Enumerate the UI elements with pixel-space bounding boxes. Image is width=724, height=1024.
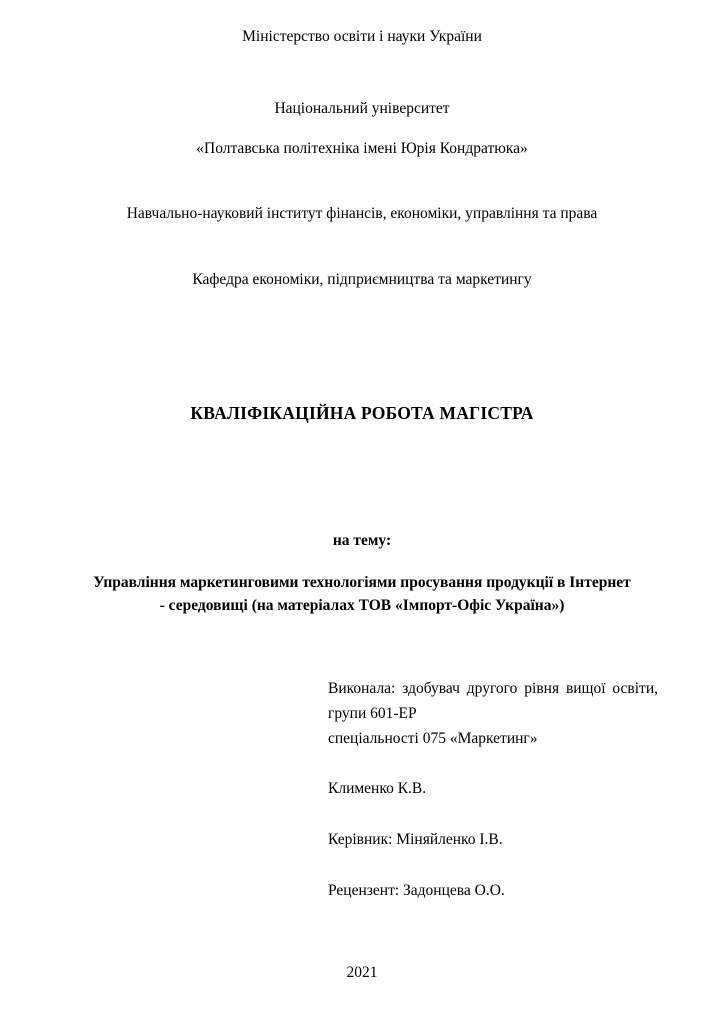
spacer xyxy=(56,617,668,677)
department-line: Кафедра економіки, підприємництва та маркетингу xyxy=(192,271,532,289)
spacer xyxy=(56,369,668,403)
spacer xyxy=(56,157,668,205)
topic-label: на тему: xyxy=(332,532,392,550)
topic-line-2: - середовищі (на матеріалах ТОВ «Імпорт-Офіс Україна») xyxy=(159,596,565,614)
specialty-line: спеціальності 075 «Маркетинг» xyxy=(328,729,538,747)
spacer xyxy=(56,118,668,140)
topic-line-1: Управління маркетинговими технологіями просування продукції в Інтернет xyxy=(93,574,631,592)
supervisor-line: Керівник: Міняйленко І.В. xyxy=(328,831,503,849)
work-type-title: КВАЛІФІКАЦІЙНА РОБОТА МАГІСТРА xyxy=(190,403,534,424)
spacer xyxy=(56,223,668,271)
spacer xyxy=(56,289,668,369)
spacer xyxy=(56,46,668,94)
reviewer-line: Рецензент: Задонцева О.О. xyxy=(328,881,505,899)
spacer xyxy=(328,751,658,777)
author-name-line: Клименко К.В. xyxy=(328,780,427,798)
spacer xyxy=(56,550,668,572)
university-line-1: Національний університет xyxy=(274,99,450,117)
spacer xyxy=(56,424,668,504)
author-block xyxy=(328,677,658,904)
university-line-2: «Полтавська політехніка імені Юрія Кондратюка» xyxy=(196,139,528,157)
group-line: групи 601-ЕР xyxy=(328,704,417,722)
institute-line: Навчально-науковий інститут фінансів, економіки, управління та права xyxy=(126,205,598,223)
ministry-line: Міністерство освіти і науки України xyxy=(242,28,482,45)
year-line: 2021 xyxy=(346,964,378,981)
spacer xyxy=(56,504,668,532)
spacer xyxy=(328,802,658,828)
spacer xyxy=(328,853,658,879)
performed-by-line: Виконала: здобувач другого рівня вищої освіти, xyxy=(328,680,658,697)
